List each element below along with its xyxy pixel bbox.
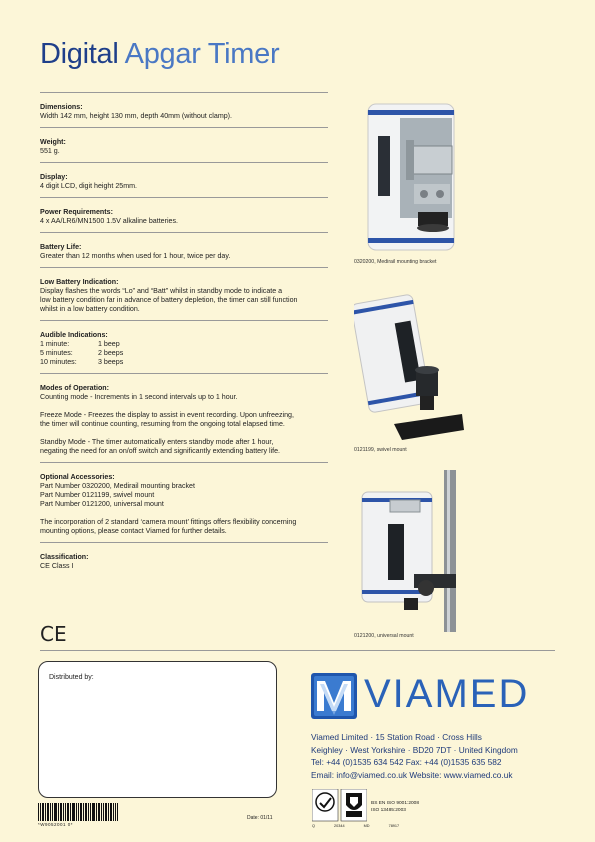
caption-medirail-bracket: 0320200, Medirail mounting bracket: [354, 259, 437, 265]
distributed-by-label: Distributed by:: [49, 674, 94, 681]
spec-value: low battery condition far in advance of battery depletion, the timer can still function: [40, 296, 298, 304]
address-line: Keighley · West Yorkshire · BD20 7DT · United Kingdom: [311, 744, 518, 755]
spec-value: Width 142 mm, height 130 mm, depth 40mm (without clamp).: [40, 112, 233, 120]
spec-label: Modes of Operation:: [40, 384, 109, 392]
audible-value: 1 beep: [98, 340, 120, 348]
spec-value: Counting mode - Increments in 1 second intervals up to 1 hour.: [40, 393, 238, 401]
ce-mark: CE: [40, 622, 67, 646]
viamed-logo-icon: [311, 673, 357, 719]
spec-classification: [40, 542, 328, 577]
product-photo-universal-mount: [354, 470, 466, 632]
spec-low-battery: [40, 267, 328, 320]
page-title: [40, 38, 279, 71]
spec-label: Classification:: [40, 553, 89, 561]
spec-value: negating the need for an on/off switch and significantly extending battery life.: [40, 447, 281, 455]
spec-label: Power Requirements:: [40, 208, 113, 216]
spec-modes: [40, 373, 328, 462]
audible-row: [40, 340, 328, 349]
spec-weight: [40, 127, 328, 162]
barcode-number: *W9052001 0*: [38, 822, 74, 827]
spec-label: Audible Indications:: [40, 331, 108, 339]
certification-logos-icon: [312, 789, 367, 822]
spec-value: Part Number 0121199, swivel mount: [40, 491, 155, 499]
spec-value: Standby Mode - The timer automatically enters standby mode after 1 hour,: [40, 438, 274, 446]
audible-value: 2 beeps: [98, 349, 124, 357]
spec-value: The incorporation of 2 standard ‘camera mount’ fittings offers flexibility concerning: [40, 518, 297, 526]
spec-value: Greater than 12 months when used for 1 hour, twice per day.: [40, 252, 231, 260]
spec-value: 4 digit LCD, digit height 25mm.: [40, 182, 137, 190]
spec-value: Part Number 0121200, universal mount: [40, 500, 164, 508]
title-part1: Digital: [40, 38, 119, 70]
brand-name: VIAMED: [364, 672, 530, 716]
spec-value: Display flashes the words “Lo” and “Batt” whilst in standby mode to indicate a: [40, 287, 283, 295]
spec-label: Weight:: [40, 138, 66, 146]
spec-label: Display:: [40, 173, 68, 181]
contact-line: Email: info@viamed.co.uk Website: www.viamed.co.uk: [311, 769, 513, 780]
spec-battery-life: [40, 232, 328, 267]
audible-value: 3 beeps: [98, 358, 124, 366]
spec-list: [40, 92, 328, 577]
audible-row: [40, 349, 328, 358]
cert-line: ISO 13485:2003: [371, 808, 406, 813]
spec-value: whilst in a low battery condition.: [40, 305, 140, 313]
spec-power: [40, 197, 328, 232]
address-line: Viamed Limited · 15 Station Road · Cross Hills: [311, 732, 482, 742]
audible-key: 1 minute:: [40, 340, 70, 348]
spec-audible: [40, 320, 328, 373]
spec-value: Freeze Mode - Freezes the display to assist in event recording. Upon unfreezing,: [40, 411, 294, 419]
spec-value: 4 x AA/LR6/MN1500 1.5V alkaline batteries.: [40, 217, 179, 225]
contact-line: Tel: +44 (0)1535 634 542 Fax: +44 (0)1535 635 582: [311, 757, 502, 767]
spec-display: [40, 162, 328, 197]
distributor-box: [38, 661, 277, 798]
product-photo-medirail-bracket: [354, 96, 466, 258]
caption-universal-mount: 0121200, universal mount: [354, 633, 414, 639]
spec-value: Part Number 0320200, Medirail mounting bracket: [40, 482, 195, 490]
spec-label: Low Battery Indication:: [40, 278, 119, 286]
divider: [40, 650, 555, 651]
certification-text: [371, 800, 419, 814]
spec-value: CE Class I: [40, 562, 74, 570]
spec-label: Optional Accessories:: [40, 473, 115, 481]
barcode-icon: [38, 803, 118, 821]
spec-value: 551 g.: [40, 147, 60, 155]
certification-numbers: Q 20344 MD 78917: [312, 824, 400, 828]
spec-value: mounting options, please contact Viamed for further details.: [40, 527, 227, 535]
spec-accessories: [40, 462, 328, 542]
title-part2: Apgar Timer: [124, 38, 280, 70]
cert-line: BS EN ISO 9001:2008: [371, 801, 419, 806]
date-label: Date: 01/11: [247, 815, 273, 821]
audible-key: 10 minutes:: [40, 358, 77, 366]
audible-key: 5 minutes:: [40, 349, 73, 357]
spec-dimensions: [40, 92, 328, 127]
spec-label: Battery Life:: [40, 243, 82, 251]
spec-value: the timer will continue counting, resuming from the ongoing total elapsed time.: [40, 420, 285, 428]
spec-label: Dimensions:: [40, 103, 83, 111]
caption-swivel-mount: 0121199, swivel mount: [354, 447, 407, 453]
product-photo-swivel-mount: [354, 284, 466, 444]
audible-row: [40, 358, 328, 367]
company-address: [311, 731, 518, 781]
